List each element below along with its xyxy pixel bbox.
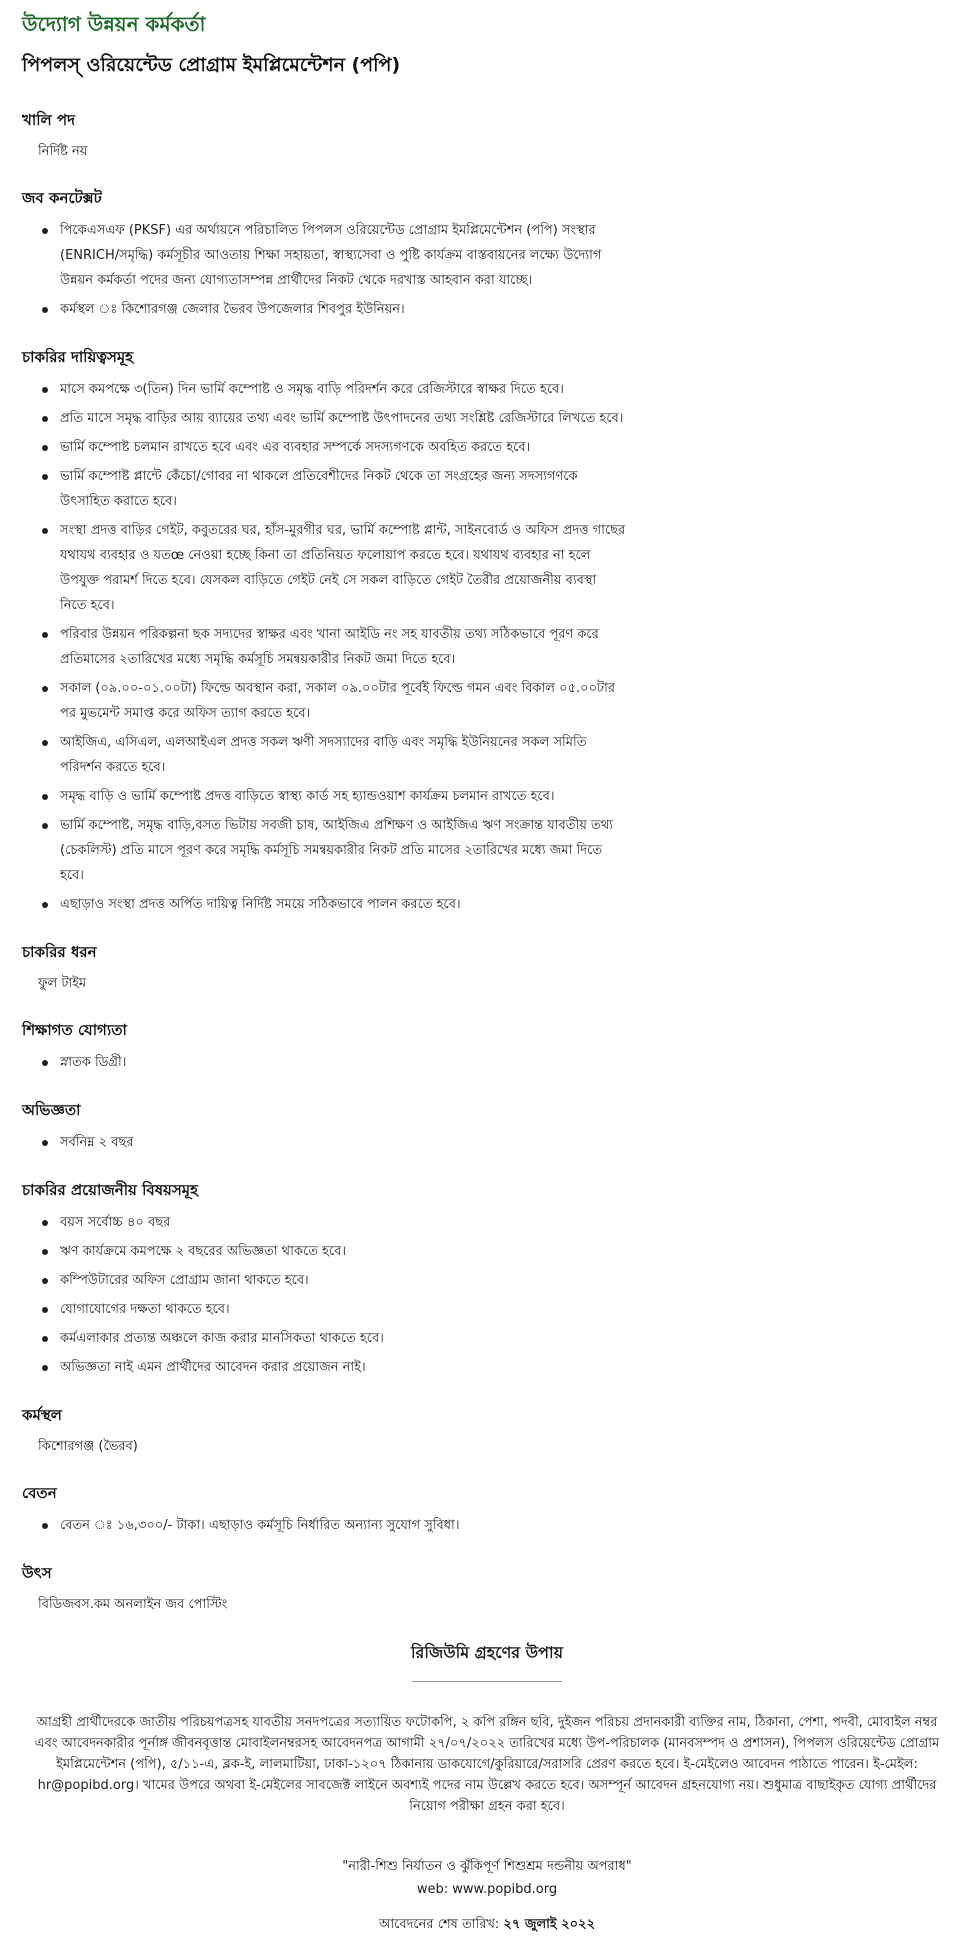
list-item: যোগাযোগের দক্ষতা থাকতে হবে। [36, 1297, 626, 1322]
list-item: ঋণ কার্যক্রমে কমপক্ষে ২ বছরের অভিজ্ঞতা থাকতে হবে। [36, 1239, 626, 1264]
list-item: এছাড়াও সংস্থা প্রদত্ত অর্পিত দায়িত্ব নির্দিষ্ট সময়ে সঠিকভাবে পালন করতে হবে। [36, 892, 626, 917]
experience-section [22, 1099, 952, 1155]
responsibilities-heading: চাকরির দায়িত্বসমূহ [22, 348, 134, 366]
slogan-text: "নারী-শিশু নির্যাতন ও ঝুঁকিপূর্ণ শিশুশ্রম দন্ডনীয় অপরাধ" [342, 1859, 632, 1874]
list-item: সকাল (০৯.০০-০১.০০টা) ফিল্ডে অবস্থান করা, সকাল ০৯.০০টার পূর্বেই ফিল্ডে গমন এবং বিকাল ০৫.০০টার পর মুভমেন্ট সমাপ্ত করে অফিস ত্যাগ করতে হবে। [36, 676, 626, 726]
deadline [22, 1915, 952, 1936]
list-item: কর্মস্থল ঃ কিশোরগঞ্জ জেলার ভৈরব উপজেলার শিবপুর ইউনিয়ন। [36, 297, 626, 322]
deadline-label: আবেদনের শেষ তারিখ: [378, 1917, 500, 1932]
responsibilities-section [22, 346, 952, 917]
location-section [22, 1404, 952, 1458]
list-item: সমৃদ্ধ বাড়ি ও ভার্মি কম্পোষ্ট প্রদত্ত বাড়িতে স্বাস্থ্য কার্ড সহ হ্যান্ডওয়াশ কার্যক্রম চলমান রাখতে হবে। [36, 784, 626, 809]
list-item: সংস্থা প্রদত্ত বাড়ির গেইট, কবুতরের ঘর, হাঁস-মুরগীর ঘর, ভার্মি কম্পোষ্ট প্লান্ট, সাইনবোর্ড ও অফিস প্রদত্ত গাছের যথাযথ ব্যবহার ও যতœ নেওয়া হচ্ছে কিনা তা প্রতিনিয়ত ফলোয়াপ করতে হবে। যথাযথ ব্যবহার না হলে উপযুক্ত পরামর্শ দিতে হবে। যেসকল বাড়িতে গেইট নেই সে সকল বাড়িতে গেইট তৈরীর প্রয়োজনীয় ব্যবস্থা নিতে হবে। [36, 518, 626, 618]
list-item: আইজিএ, এসিএল, এলআইএল প্রদত্ত সকল ঋণী সদস্যাদের বাড়ি এবং সমৃদ্ধি ইউনিয়নের সকল সমিতি পরিদর্শন করতে হবে। [36, 730, 626, 780]
vacancy-heading: খালি পদ [22, 111, 75, 129]
list-item: অভিজ্ঞতা নাই এমন প্রার্থীদের আবেদন করার প্রয়োজন নাই। [36, 1355, 626, 1380]
job-context-list [22, 218, 626, 322]
heading-underline [412, 1681, 562, 1682]
requirements-list [22, 1210, 626, 1380]
list-item: পরিবার উন্নয়ন পরিকল্পনা ছক সদ্যদের স্বাক্ষর এবং খানা আইডি নং সহ যাবতীয় তথ্য সঠিকভাবে পূরণ করে প্রতিমাসের ২তারিখের মধ্যে সমৃদ্ধি কর্মসূচি সমন্বয়কারীর নিকট জমা দিতে হবে। [36, 622, 626, 672]
education-list [22, 1050, 626, 1075]
apply-instructions: আগ্রহী প্রার্থীদেরকে জাতীয় পরিচয়পত্রসহ যাবতীয় সনদপত্রের সত্যায়িত ফটোকপি, ২ কপি রঙ্গিন ছবি, দুইজন পরিচয় প্রদানকারী ব্যক্তির নাম, ঠিকানা, পেশা, পদবী, মোবাইল নম্বর এবং আবেদনকারীর পূর্নাঙ্গ জীবনবৃত্তান্ত মোবাইলনম্বরসহ আবেদনপত্র আগামী ২৭/০৭/২০২২ তারিখের মধ্যে উপ-পরিচালক (মানবসম্পদ ও প্রশাসন), পিপলস ওরিয়েন্টেড প্রোগ্রাম ইমপ্লিমেন্টেশন (পপি), ৫/১১-এ, ব্লক-ই, লালমাটিয়া, ঢাকা-১২০৭ ঠিকানায় ডাকযোগে/কুরিয়ারে/সরাসরি প্রেরণ করতে হবে। ই-মেইলেও আবেদন পাঠাতে পারেন। ই-মেইল: hr@popibd.org। খামের উপরে অথবা ই-মেইলের সাবজেক্ট লাইনে অবশ্যই পদের নাম উল্লেখ করতে হবে। অসম্পূর্ন আবেদন গ্রহনযোগ্য নয়। শুধুমাত্র বাছাইকৃত যোগ্য প্রার্থীদের নিয়োগ পরীক্ষা গ্রহন করা হবে। [34, 1715, 940, 1814]
requirements-section [22, 1179, 952, 1380]
responsibilities-list [22, 377, 626, 917]
list-item: সর্বনিম্ন ২ বছর [36, 1130, 626, 1155]
list-item: ভার্মি কম্পোষ্ট চলমান রাখতে হবে এবং এর ব্যবহার সম্পর্কে সদস্যগণকে অবহিত করতে হবে। [36, 435, 626, 460]
location-heading: কর্মস্থল [22, 1406, 62, 1424]
job-title: উদ্যোগ উন্নয়ন কর্মকর্তা [22, 12, 206, 36]
list-item: কম্পিউটারের অফিস প্রোগ্রাম জানা থাকতে হবে। [36, 1268, 626, 1293]
location-value: কিশোরগঞ্জ (ভৈরব) [38, 1439, 138, 1454]
vacancy-value: নির্দিষ্ট নয় [38, 144, 88, 159]
website-text: web: www.popibd.org [416, 1882, 558, 1897]
list-item: ভার্মি কম্পোষ্ট প্লান্টে কেঁচো/গোবর না থাকলে প্রতিবেশীদের নিকট থেকে তা সংগ্রহের জন্য সদস্যগণকে উৎসাহিত করাতে হবে। [36, 464, 626, 514]
list-item: বয়স সর্বোচ্চ ৪০ বছর [36, 1210, 626, 1235]
vacancy-section [22, 109, 952, 163]
list-item: ভার্মি কম্পোষ্ট, সমৃদ্ধ বাড়ি,বসত ভিটায় সবজী চাষ, আইজিএ প্রশিক্ষণ ও আইজিএ ঋণ সংক্রান্ত যাবতীয় তথ্য (চেকলিস্ট) প্রতি মাসে পূরণ করে সমৃদ্ধি কর্মসূচি সমন্বয়কারীর নিকট প্রতি মাসের ২তারিখের মধ্যে জমা দিতে হবে। [36, 813, 626, 888]
source-heading: উৎস [22, 1564, 52, 1582]
experience-heading: অভিজ্ঞতা [22, 1101, 81, 1119]
requirements-heading: চাকরির প্রয়োজনীয় বিষয়সমূহ [22, 1181, 198, 1199]
source-value: বিডিজবস.কম অনলাইন জব পোস্টিং [38, 1597, 228, 1612]
apply-heading: রিজিউমি গ্রহণের উপায় [410, 1643, 564, 1662]
list-item: স্নাতক ডিগ্রী। [36, 1050, 626, 1075]
education-heading: শিক্ষাগত যোগ্যতা [22, 1021, 127, 1039]
salary-section [22, 1482, 952, 1538]
apply-section [22, 1640, 952, 1936]
list-item: পিকেএসএফ (PKSF) এর অর্থায়নে পরিচালিত পিপলস ওরিয়েন্টেড প্রোগ্রাম ইমপ্লিমেন্টেশন (পপি) সংস্থার (ENRICH/সমৃদ্ধি) কর্মসূচীর আওতায় শিক্ষা সহায়তা, স্বাস্থ্যসেবা ও পুষ্টি কার্যক্রম বাস্তবায়নের লক্ষ্যে উদ্যোগ উন্নয়ন কর্মকর্তা পদের জন্য যোগ্যতাসম্পন্ন প্রার্থীদের নিকট থেকে দরখাস্ত আহবান করা যাচ্ছে। [36, 218, 626, 293]
employment-type-section [22, 941, 952, 995]
job-context-heading: জব কনটেক্সট [22, 189, 102, 207]
employment-type-value: ফুল টাইম [38, 976, 87, 991]
employment-type-heading: চাকরির ধরন [22, 943, 97, 961]
deadline-value: ২৭ জুলাই ২০২২ [503, 1917, 596, 1932]
list-item: বেতন ঃ ১৬,৩০০/- টাকা। এছাড়াও কর্মসূচি নির্ধারিত অন্যান্য সুযোগ সুবিধা। [36, 1513, 626, 1538]
experience-list [22, 1130, 626, 1155]
education-section [22, 1019, 952, 1075]
list-item: প্রতি মাসে সমৃদ্ধ বাড়ির আয় ব্যায়ের তথ্য এবং ভার্মি কম্পোষ্ট উৎপাদনের তথ্য সংশ্লিষ্ট রেজিস্টারে লিখতে হবে। [36, 406, 626, 431]
list-item: কর্মএলাকার প্রত্যন্ত অঞ্চলে কাজ করার মানসিকতা থাকতে হবে। [36, 1326, 626, 1351]
source-section [22, 1562, 952, 1616]
salary-list [22, 1513, 626, 1538]
salary-heading: বেতন [22, 1484, 57, 1502]
organization-name: পিপলস্ ওরিয়েন্টেড প্রোগ্রাম ইমপ্লিমেন্টেশন (পপি) [22, 54, 401, 76]
job-context-section [22, 187, 952, 322]
list-item: মাসে কমপক্ষে ৩(তিন) দিন ভার্মি কম্পোষ্ট ও সমৃদ্ধ বাড়ি পরিদর্শন করে রেজিস্টারে স্বাক্ষর দিতে হবে। [36, 377, 626, 402]
